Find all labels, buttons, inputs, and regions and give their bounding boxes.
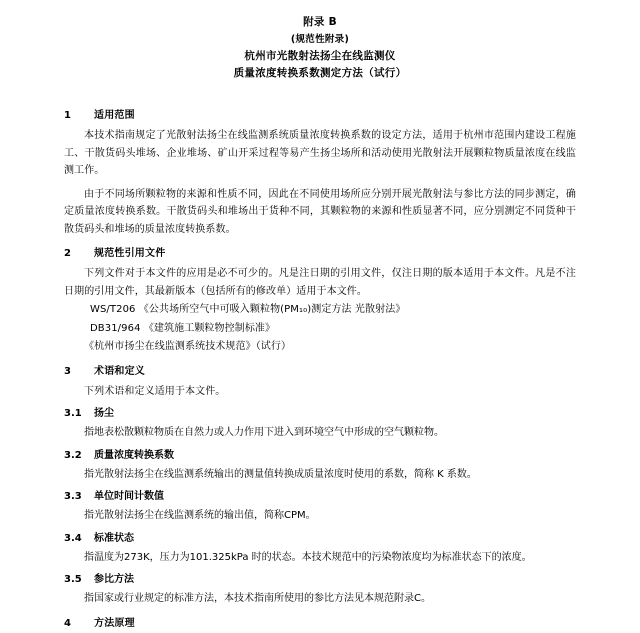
section-title-2: 规范性引用文件: [94, 248, 166, 259]
subsection-number-3-3: 3.3: [64, 491, 82, 502]
subsection-heading-3-5: [64, 571, 576, 589]
subsection-body-3-4: 指温度为273K，压力为101.325kPa 时的状态。本技术规范中的污染物浓度均为标准状态下的浓度。: [84, 551, 532, 563]
subsection-body-3-1: 指地表松散颗粒物质在自然力或人力作用下进入到环境空气中形成的空气颗粒物。: [84, 427, 444, 438]
subsection-number-3-2: 3.2: [64, 449, 82, 461]
section-heading-3: [64, 363, 576, 381]
subsection-body-3-3: 指光散射法扬尘在线监测系统的输出值，简称CPM。: [84, 510, 316, 521]
document-title-line-2: 质量浓度转换系数测定方法（试行）: [233, 67, 407, 79]
document-header: [64, 14, 576, 82]
section-number-1: 1: [64, 110, 71, 121]
subsection-title-3-3: 单位时间计数值: [94, 491, 164, 502]
appendix-type: (规范性附录): [290, 34, 350, 45]
section-number-3: 3: [64, 365, 71, 377]
section-3-paragraph-1: 下列术语和定义适用于本文件。: [84, 385, 226, 397]
subsection-heading-3-3: [64, 488, 576, 506]
appendix-label: 附录 B: [303, 16, 337, 28]
section-2-reference-1: WS/T206 《公共场所空气中可吸入颗粒物(PM₁₀)测定方法 光散射法》: [90, 304, 406, 315]
section-heading-1: [64, 107, 576, 125]
subsection-number-3-5: 3.5: [64, 574, 82, 585]
subsection-number-3-1: 3.1: [64, 408, 82, 419]
section-1-paragraph-2: 由于不同场所颗粒物的来源和性质不同，因此在不同使用场所应分别开展光散射法与参比方法的同步测定，确定质量浓度转换系数。干散货码头和堆场出于货种不同，其颗粒物的来源和性质显著不同，应分别测定不同货种干散货码头和堆场的质量浓度转换系数。: [64, 188, 576, 235]
section-2-reference-2: DB31/964 《建筑施工颗粒物控制标准》: [90, 322, 276, 334]
subsection-title-3-2: 质量浓度转换系数: [94, 449, 174, 461]
subsection-title-3-4: 标准状态: [94, 532, 134, 544]
section-heading-2: [64, 245, 576, 263]
subsection-heading-3-2: [64, 447, 576, 465]
section-number-4: 4: [64, 617, 71, 629]
section-heading-4: [64, 615, 576, 633]
section-2-reference-3: 《杭州市扬尘在线监测系统技术规范》（试行）: [84, 341, 292, 352]
document-title-line-1: 杭州市光散射法扬尘在线监测仪: [244, 50, 396, 62]
subsection-heading-3-1: [64, 405, 576, 423]
subsection-number-3-4: 3.4: [64, 532, 82, 544]
section-number-2: 2: [64, 248, 71, 259]
subsection-heading-3-4: [64, 530, 576, 548]
section-1-paragraph-1: 本技术指南规定了光散射法扬尘在线监测系统质量浓度转换系数的设定方法，适用于杭州市范围内建设工程施工、干散货码头堆场、企业堆场、矿山开采过程等易产生扬尘场所和活动使用光散射法开展颗粒物质量浓度在线监测工作。: [64, 130, 576, 176]
section-title-1: 适用范围: [94, 110, 135, 121]
section-title-4: 方法原理: [94, 617, 135, 629]
subsection-body-3-5: 指国家或行业规定的标准方法，本技术指南所使用的参比方法见本规范附录C。: [84, 593, 431, 604]
subsection-body-3-2: 指光散射法扬尘在线监测系统输出的测量值转换成质量浓度时使用的系数，简称 K 系数。: [84, 468, 477, 480]
subsection-title-3-1: 扬尘: [94, 408, 114, 419]
section-2-paragraph-1: 下列文件对于本文件的应用是必不可少的。凡是注日期的引用文件，仅注日期的版本适用于本文件。凡是不注日期的引用文件，其最新版本（包括所有的修改单）适用于本文件。: [64, 268, 576, 297]
section-title-3: 术语和定义: [94, 365, 145, 377]
subsection-title-3-5: 参比方法: [94, 574, 134, 585]
